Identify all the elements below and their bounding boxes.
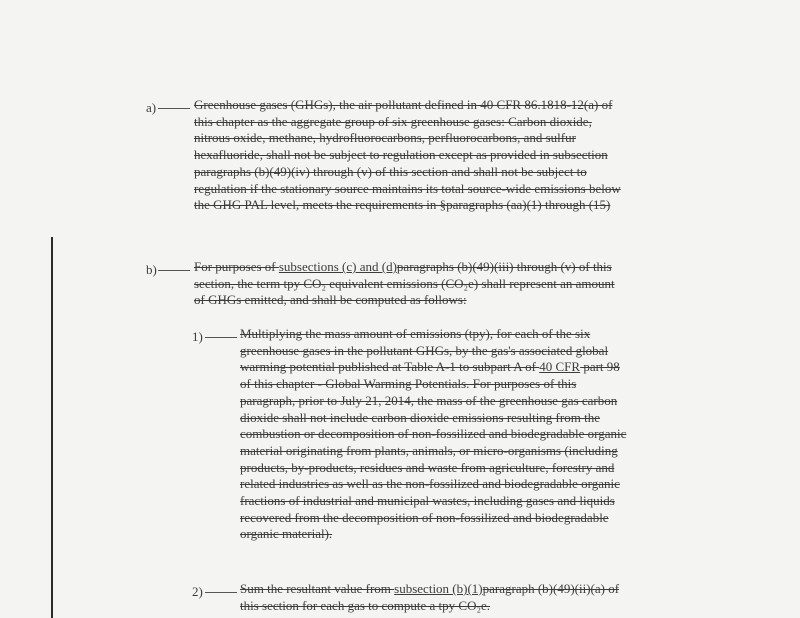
item-b-tab-line	[158, 270, 190, 271]
item-a-label: a)	[146, 100, 157, 115]
item-1-line-4: of this chapter - Global Warming Potentials. For purposes of this	[240, 376, 577, 392]
item-b-label: b)	[146, 262, 157, 277]
item-2-label: 2)	[192, 584, 203, 599]
item-1-line-13: organic material).	[240, 526, 333, 542]
item-b-line-3: of GHGs emitted, and shall be computed as follows:	[194, 292, 467, 308]
item-1-line-10: related industries as well as the non-fossilized and biodegradable organic	[240, 476, 620, 492]
item-a-line-2: this chapter as the aggregate group of six greenhouse gases: Carbon dioxide,	[194, 113, 592, 129]
item-1-label: 1)	[192, 329, 203, 344]
item-1-line-1: Multiplying the mass amount of emissions (tpy), for each of the six	[240, 326, 591, 341]
item-1-line-7: combustion or decomposition of non-fossilized and biodegradable organic	[240, 426, 627, 442]
item-b-line-2: section, the term tpy CO₂ equivalent emissions (CO₂e) shall represent an amount	[194, 275, 615, 291]
item-2-paragraph	[240, 581, 720, 614]
item-1-line-11: fractions of industrial and municipal wastes, including gases and liquids	[240, 493, 615, 509]
item-a-paragraph	[194, 97, 714, 214]
item-1-line-6: dioxide shall not include carbon dioxide emissions resulting from the	[240, 409, 600, 425]
item-a-line-8: the GHG PAL level, meets the requirements in §paragraphs (aa)(1) through (15)	[194, 197, 611, 213]
item-1-line-2: greenhouse gases in the pollutant GHGs, by the gas's associated global	[240, 342, 609, 358]
item-a-line-1: Greenhouse gases (GHGs), the air pollutant defined in 40 CFR 86.1818-12(a) of	[194, 97, 613, 112]
item-b-line-1: For purposes of subsections (c) and (d)paragraphs (b)(49)(iii) through (v) of this	[194, 259, 612, 274]
margin-revision-bar	[51, 237, 53, 618]
item-a-line-7: regulation if the stationary source maintains its total source-wide emissions below	[194, 180, 621, 196]
item-1-line-5: paragraph, prior to July 21, 2014, the mass of the greenhouse gas carbon	[240, 392, 618, 408]
item-a-line-6: paragraphs (b)(49)(iv) through (v) of this section and shall not be subject to	[194, 163, 587, 179]
item-1-paragraph	[240, 326, 720, 543]
item-1-line-8: material originating from plants, animals, or micro-organisms (including	[240, 442, 618, 458]
item-2-line-2: this section for each gas to compute a tpy CO₂e.	[240, 597, 491, 613]
item-b-paragraph	[194, 259, 714, 309]
item-2-tab-line	[205, 592, 237, 593]
item-2-line-1: Sum the resultant value from subsection (b)(1)paragraph (b)(49)(ii)(a) of	[240, 581, 620, 596]
item-1-tab-line	[205, 337, 237, 338]
item-1-line-12: recovered from the decomposition of non-fossilized and biodegradable	[240, 509, 609, 525]
item-a-tab-line	[158, 108, 190, 109]
item-1-line-3: warming potential published at Table A-1 to subpart A of 40 CFR part 98	[240, 359, 620, 375]
item-a-line-4: hexafluoride, shall not be subject to regulation except as provided in subsection	[194, 147, 608, 163]
item-a-line-3: nitrous oxide, methane, hydrofluorocarbons, perfluorocarbons, and sulfur	[194, 130, 576, 146]
item-1-line-9: products, by-products, residues and waste from agriculture, forestry and	[240, 459, 615, 475]
